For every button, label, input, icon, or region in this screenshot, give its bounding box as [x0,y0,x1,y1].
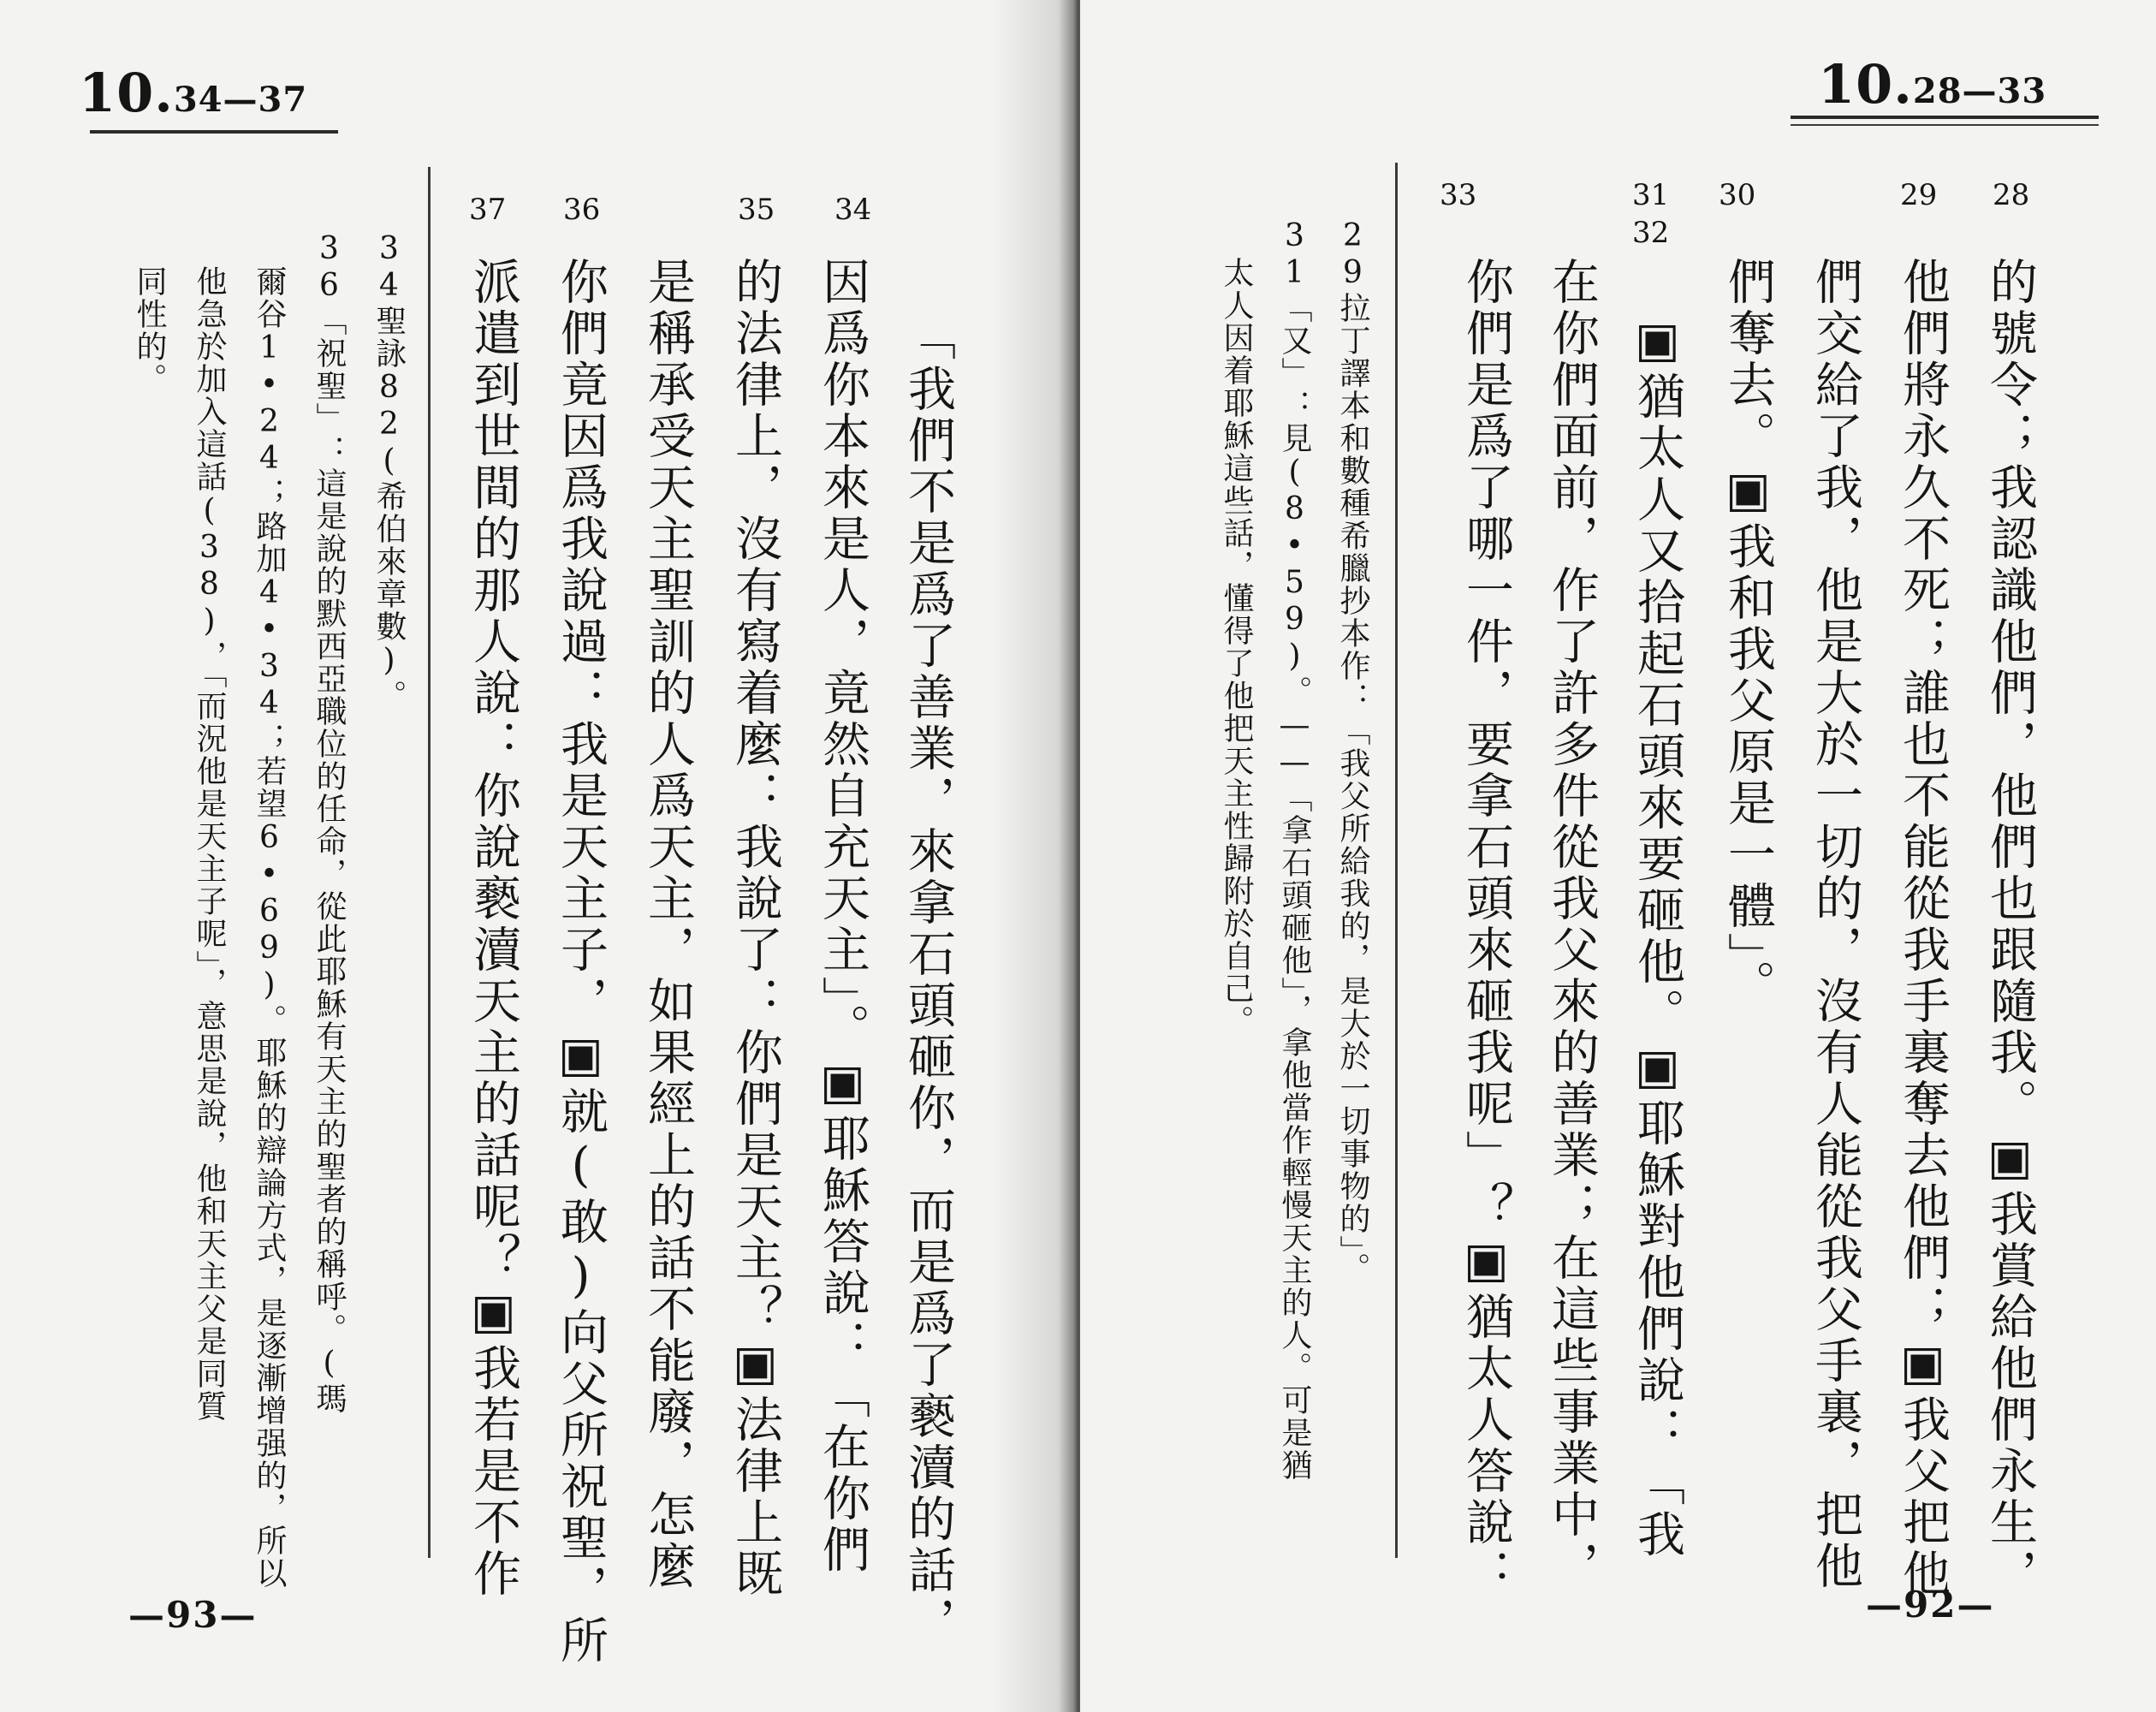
right-header-chapter: 10. [1818,53,1913,116]
left-page [0,0,1077,1712]
footnote-line: 29拉丁譯本和數種希臘抄本作：「我父所給我的，是大於一切事物的」。 [1335,218,1370,1285]
verse-marker: 30 [1719,178,1756,212]
verse-marker: 35 [738,193,775,227]
main-text-line: 你們竟因爲我說過：我是天主子，▣就(敢)向父所祝聖，所 [553,257,609,1667]
verse-marker: 31 [1632,178,1670,212]
footnote-line: 他急於加入這話(38)，「而況他是天主子呢」，意思是說，他和天主父是同質 [192,265,227,1423]
page-number: —92— [1866,1584,1995,1626]
verse-marker: 34 [834,193,872,227]
main-text-line: 他們將永久不死；誰也不能從我手裏奪去他們；▣我父把他 [1895,257,1951,1600]
verse-marker: 33 [1440,178,1477,212]
main-text-line: 是稱承受天主聖訓的人爲天主，如果經上的話不能廢，怎麼 [640,257,696,1592]
main-text-line: 派遣到世間的那人說：你說褻瀆天主的話呢？▣我若是不作 [466,257,521,1600]
main-text-line: ▣猶太人又拾起石頭來要砸他。▣耶穌對他們說：「我 [1630,312,1685,1560]
right-header-ref [1818,53,2046,116]
right-header-rule [1791,116,2099,119]
page-number: —93— [128,1594,258,1636]
footnote-line: 34聖詠82(希伯來章數)。 [371,231,407,712]
main-text-line: 們交給了我，他是大於一切的，沒有人能從我父手裏，把他 [1808,257,1863,1592]
left-header-chapter: 10. [79,62,174,124]
right-page [1080,0,2156,1712]
left-header-rule [90,130,338,134]
left-header-range: 34—37 [173,80,308,120]
footnote-line: 36「祝聖」：這是說的默西亞職位的任命，從此耶穌有天主的聖者的稱呼。(瑪 [312,231,347,1415]
verse-marker: 29 [1900,178,1938,212]
main-text-line: 你們是爲了哪一件，要拿石頭來砸我呢」？▣猶太人答說： [1458,257,1514,1600]
verse-marker: 28 [1993,178,2030,212]
footnote-line: 爾谷1•24；路加4•34；若望6•69)。耶穌的辯論方式，是逐漸增强的，所以 [252,265,287,1590]
main-text-line: 們奪去。▣我和我父原是一體」。 [1720,257,1776,1011]
right-header-range: 28—33 [1912,71,2047,111]
main-text-line: 因爲你本來是人，竟然自充天主」。▣耶穌答說：「在你們 [815,257,870,1576]
main-text-line: 「我們不是爲了善業，來拿石頭砸你，而是爲了褻瀆的話， [900,312,956,1648]
right-header-rule-thin [1791,124,2099,126]
main-text-line: 的法律上，沒有寫着麼：我說了：你們是天主？▣法律上既 [728,257,783,1600]
left-header-ref [79,62,307,124]
main-text-line: 在你們面前，作了許多件從我父來的善業；在這些事業中， [1544,257,1600,1592]
main-text-line: 的號令；我認識他們，他們也跟隨我。▣我賞給他們永生， [1982,257,2038,1600]
verse-marker: 37 [469,193,507,227]
verse-marker: 36 [563,193,601,227]
footnote-line: 同性的。 [132,265,167,395]
footnote-line: 太人因着耶穌這些話，懂得了他把天主性歸附於自己。 [1219,257,1254,1037]
footnote-line: 31「又」：見(8•59)。——「拿石頭砸他」，拿他當作輕慢天主的人。可是猶 [1277,218,1312,1482]
verse-marker: 32 [1632,216,1670,250]
column-divider [1395,163,1398,1558]
column-divider [428,167,431,1558]
